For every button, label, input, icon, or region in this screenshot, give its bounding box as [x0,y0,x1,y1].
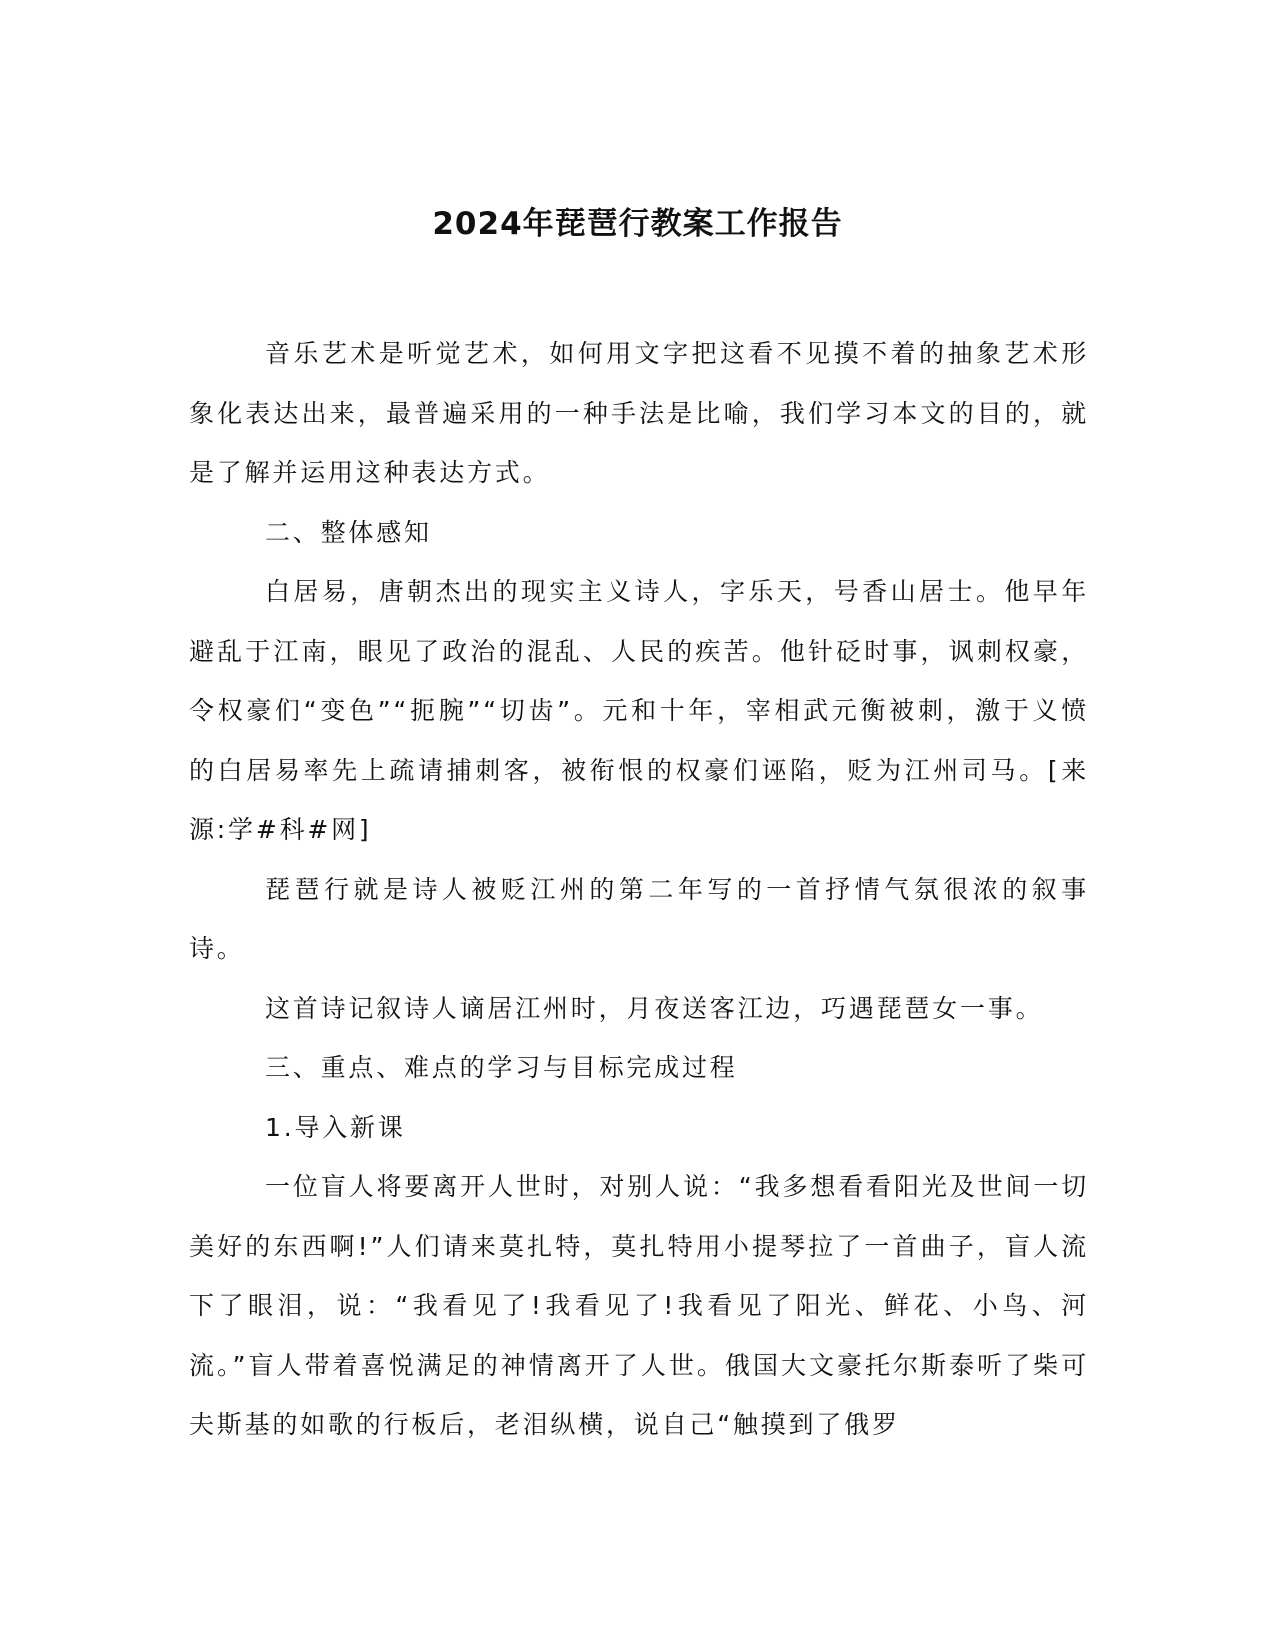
paragraph-poem-summary: 这首诗记叙诗人谪居江州时，月夜送客江边，巧遇琵琶女一事。 [265,993,1044,1023]
document-body [189,324,1089,1455]
section-heading-key-points: 三、重点、难点的学习与目标完成过程 [265,1053,738,1082]
paragraph-pipa-xing: 琵琶行就是诗人被贬江州的第二年写的一首抒情气氛很浓的叙事诗。 [189,874,1089,963]
document-title: 2024年琵琶行教案工作报告 [432,206,843,242]
subheading-new-lesson: 1.导入新课 [265,1112,406,1142]
paragraph-blind-man-story: 一位盲人将要离开人世时，对别人说：“我多想看看阳光及世间一切美好的东西啊!”人们请来莫扎特，莫扎特用小提琴拉了一首曲子，盲人流下了眼泪，说：“我看见了!我看见了!我看见了阳光、鲜花、小鸟、河流。”盲人带着喜悦满足的神情离开了人世。俄国大文豪托尔斯泰听了柴可夫斯基的如歌的行板后，老泪纵横，说自己“触摸到了俄罗 [189,1172,1089,1439]
paragraph-bai-juyi: 白居易，唐朝杰出的现实主义诗人，字乐天，号香山居士。他早年避乱于江南，眼见了政治的混乱、人民的疾苦。他针砭时事，讽刺权豪，令权豪们“变色”“扼腕”“切齿”。元和十年，宰相武元衡被刺，激于义愤的白居易率先上疏请捕刺客，被衔恨的权豪们诬陷，贬为江州司马。[来源:学#科#网] [189,577,1089,844]
paragraph-intro: 音乐艺术是听觉艺术，如何用文字把这看不见摸不着的抽象艺术形象化表达出来，最普遍采用的一种手法是比喻，我们学习本文的目的，就是了解并运用这种表达方式。 [189,339,1089,487]
section-heading-overall-perception: 二、整体感知 [265,517,432,547]
